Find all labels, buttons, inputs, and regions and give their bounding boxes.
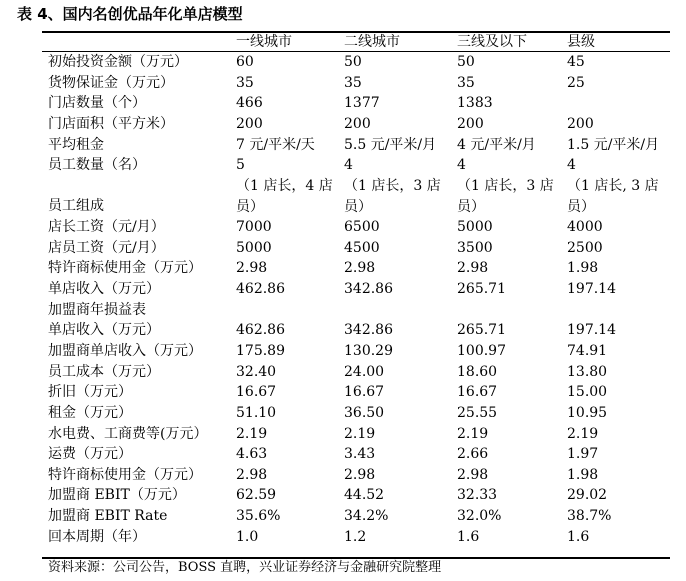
table-row: [0, 176, 686, 217]
table-row: [0, 341, 686, 362]
table-cell: 200: [567, 115, 594, 132]
table-cell: 7000: [236, 219, 272, 236]
row-label: 员工数量（名）: [48, 157, 146, 174]
table-cell: 38.7%: [567, 508, 612, 525]
table-cell: 4: [457, 157, 466, 174]
table-row: [0, 300, 686, 321]
table-row: [0, 320, 686, 341]
table-cell: 2.98: [236, 466, 268, 483]
table-cell: 100.97: [457, 342, 506, 359]
table-cell: 265.71: [457, 322, 506, 339]
table-cell: 2.19: [457, 425, 489, 442]
table-cell: 4000: [567, 219, 603, 236]
table-cell: 1.2: [344, 528, 367, 545]
table-cell: 1.97: [567, 446, 599, 463]
table-row: [0, 217, 686, 238]
table-row: [0, 362, 686, 383]
table-cell: 50: [344, 54, 362, 70]
table-cell: 10.95: [567, 404, 608, 421]
table-row: [0, 424, 686, 445]
table-row: [0, 444, 686, 465]
table-cell: 24.00: [344, 363, 385, 380]
table-cell: 5: [236, 157, 245, 174]
table-cell: 1.6: [567, 528, 590, 545]
row-label: 加盟商年损益表: [48, 301, 146, 318]
source-note: 资料来源：公司公告，BOSS 直聘，兴业证券经济与金融研究院整理: [48, 560, 442, 575]
row-label: 平均租金: [48, 136, 104, 153]
table-cell: 2.19: [344, 425, 376, 442]
row-label: 门店面积（平方米）: [48, 115, 174, 132]
table-title: 表 4、国内名创优品年化单店模型: [17, 5, 243, 23]
table-cell: 16.67: [457, 384, 498, 401]
table-cell: 2.98: [344, 466, 376, 483]
table-cell: 4 元/平米/月: [457, 136, 536, 153]
row-label: 加盟商 EBIT（万元）: [48, 487, 186, 504]
table-cell: （1 店长，3 店员）: [457, 177, 554, 215]
table-row: [0, 73, 686, 94]
table-cell: 35: [344, 74, 362, 91]
table-cell: 4.63: [236, 446, 268, 463]
table-cell: 1.5 元/平米/月: [567, 136, 660, 153]
table-cell: 5000: [457, 219, 493, 236]
row-label: 单店收入（万元）: [48, 322, 160, 339]
table-cell: 1.6: [457, 528, 480, 545]
table-cell: 2.19: [236, 425, 268, 442]
table-cell: 200: [236, 115, 263, 132]
table-cell: 4500: [344, 239, 380, 256]
table-cell: 130.29: [344, 342, 393, 359]
table-cell: 32.33: [457, 487, 498, 504]
table-cell: 4: [344, 157, 353, 174]
column-header-tier3: 三线及以下: [457, 34, 527, 50]
row-label: 水电费、工商费等(万元）: [48, 425, 208, 442]
row-label: 租金（万元）: [48, 404, 132, 421]
table-cell: 74.91: [567, 342, 608, 359]
table-cell: 35.6%: [236, 508, 281, 525]
table-cell: 197.14: [567, 322, 616, 339]
row-label: 货物保证金（万元）: [48, 74, 174, 91]
table-cell: 44.52: [344, 487, 385, 504]
table-cell: 3.43: [344, 446, 376, 463]
row-label: 店长工资（元/月）: [48, 219, 165, 236]
table-cell: 36.50: [344, 404, 385, 421]
row-label: 初始投资金额（万元）: [48, 54, 188, 70]
table-cell: 32.0%: [457, 508, 502, 525]
table-row: [0, 279, 686, 300]
table-cell: 5000: [236, 239, 272, 256]
table-cell: 1383: [457, 95, 493, 112]
table-row: [0, 238, 686, 259]
table-cell: 34.2%: [344, 508, 389, 525]
table-cell: 462.86: [236, 322, 285, 339]
table-cell: 2500: [567, 239, 603, 256]
table-cell: 60: [236, 54, 254, 70]
table-cell: 200: [457, 115, 484, 132]
table-cell: 35: [236, 74, 254, 91]
table-cell: 15.00: [567, 384, 608, 401]
table-row: [0, 506, 686, 527]
row-label: 门店数量（个）: [48, 95, 146, 112]
table-cell: 6500: [344, 219, 380, 236]
table-cell: （1 店长，4 店员）: [236, 177, 333, 215]
row-label: 折旧（万元）: [48, 384, 132, 401]
table-cell: 1.98: [567, 466, 599, 483]
table-cell: 462.86: [236, 281, 285, 298]
table-cell: 2.98: [344, 260, 376, 277]
table-row: [0, 114, 686, 135]
table-cell: 16.67: [344, 384, 385, 401]
table-cell: 200: [344, 115, 371, 132]
row-label: 单店收入（万元）: [48, 281, 160, 298]
table-cell: 1.98: [567, 260, 599, 277]
table-cell: （1 店长，3 店员）: [344, 177, 441, 215]
table-row: [0, 258, 686, 279]
row-label: 店员工资（元/月）: [48, 239, 165, 256]
table-body: [0, 52, 686, 547]
table-row: [0, 155, 686, 176]
table-cell: 18.60: [457, 363, 498, 380]
column-header-tier1: 一线城市: [236, 34, 292, 50]
table-row: [0, 485, 686, 506]
table-row: [0, 135, 686, 156]
table-cell: 1.0: [236, 528, 259, 545]
table-cell: 25.55: [457, 404, 498, 421]
table-cell: 4: [567, 157, 576, 174]
row-label: 员工成本（万元）: [48, 363, 160, 380]
table-cell: 2.98: [457, 260, 489, 277]
table-cell: 2.19: [567, 425, 599, 442]
table-cell: 265.71: [457, 281, 506, 298]
table-cell: 50: [457, 54, 475, 70]
row-label: 加盟商单店收入（万元）: [48, 342, 202, 359]
table-cell: 2.98: [236, 260, 268, 277]
table-cell: 51.10: [236, 404, 277, 421]
row-label: 员工组成: [48, 198, 104, 215]
table-cell: （1 店长, 3 店员）: [567, 177, 659, 215]
table-cell: 342.86: [344, 281, 393, 298]
table-cell: 29.02: [567, 487, 608, 504]
table-cell: 466: [236, 95, 263, 112]
table-cell: 62.59: [236, 487, 277, 504]
column-header-county: 县级: [567, 34, 595, 50]
table-cell: 5.5 元/平米/月: [344, 136, 437, 153]
table-cell: 13.80: [567, 363, 608, 380]
table-cell: 7 元/平米/天: [236, 136, 315, 153]
table-row: [0, 382, 686, 403]
table-row: [0, 52, 686, 73]
table-cell: 25: [567, 74, 585, 91]
table-cell: 1377: [344, 95, 380, 112]
row-label: 回本周期（年）: [48, 528, 146, 545]
table-cell: 16.67: [236, 384, 277, 401]
table-row: [0, 465, 686, 486]
table-cell: 2.98: [457, 466, 489, 483]
row-label: 特许商标使用金（万元）: [48, 260, 202, 277]
table-cell: 32.40: [236, 363, 277, 380]
row-label: 加盟商 EBIT Rate: [48, 508, 168, 525]
table-cell: 35: [457, 74, 475, 91]
table-cell: 197.14: [567, 281, 616, 298]
table-row: [0, 527, 686, 548]
table-cell: 175.89: [236, 342, 285, 359]
table-cell: 342.86: [344, 322, 393, 339]
table-row: [0, 93, 686, 114]
row-label: 运费（万元）: [48, 446, 132, 463]
table-cell: 45: [567, 54, 585, 70]
row-label: 特许商标使用金（万元）: [48, 466, 202, 483]
table-cell: 3500: [457, 239, 493, 256]
column-header-tier2: 二线城市: [344, 34, 400, 50]
table-row: [0, 403, 686, 424]
table-cell: 2.66: [457, 446, 489, 463]
